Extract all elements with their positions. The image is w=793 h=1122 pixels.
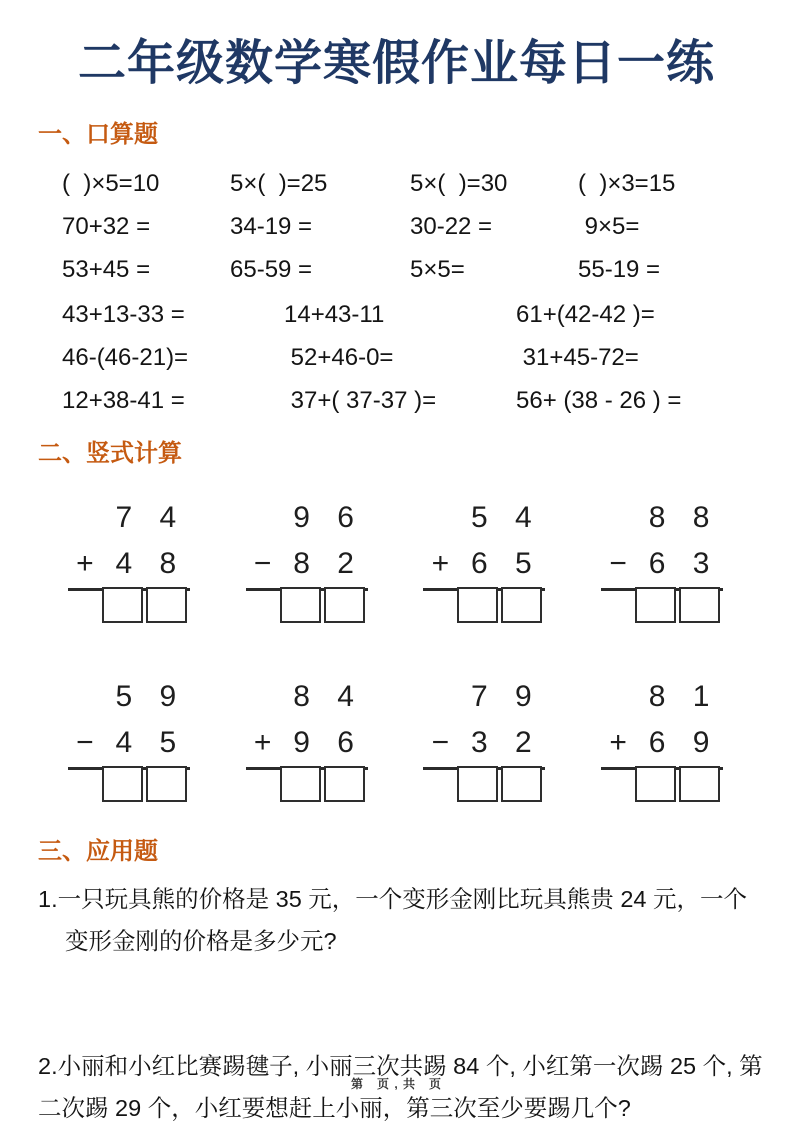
digit: 4 [115,725,133,759]
oral-problem: 12+38-41 = [62,387,185,415]
digit: 5 [471,500,488,534]
oral-problem: 37+( 37-37 )= [284,387,437,415]
digit: 9 [159,679,177,713]
vertical-problem-7 [423,673,545,802]
digit: 5 [159,725,177,759]
operator: − [431,725,450,759]
oral-problem: ( )×5=10 [62,170,160,198]
answer-boxes [280,587,368,623]
digit: 6 [337,725,354,759]
answer-boxes [102,587,190,623]
answer-box[interactable] [280,587,321,623]
answer-boxes [457,587,545,623]
answer-box[interactable] [679,587,720,623]
oral-problem: 31+45-72= [516,344,639,372]
operator: + [431,546,450,580]
oral-problem: 53+45 = [62,256,151,284]
oral-problem: 65-59 = [230,256,313,284]
vertical-problem-3 [423,494,545,623]
oral-problem: 34-19 = [230,213,313,241]
operator: − [76,725,94,759]
digit: 9 [293,725,310,759]
digit: 1 [692,679,710,713]
digit: 3 [471,725,488,759]
digit: 9 [692,725,710,759]
digit: 2 [337,546,354,580]
oral-problem: 52+46-0= [284,344,394,372]
oral-problem: 43+13-33 = [62,301,185,329]
digit: 8 [293,546,310,580]
operator: − [253,546,272,580]
digit: 6 [337,500,354,534]
word-problem-2: 2.小丽和小红比赛踢毽子, 小丽三次共踢 84 个, 小红第一次踢 25 个, 第二次踢 29 个，小红要想赶上小丽，第三次至少要踢几个? [38,1053,763,1122]
vertical-problem-2 [246,494,368,623]
digit: 6 [471,546,488,580]
oral-problem: 5×( )=25 [230,170,328,198]
vertical-problem-8 [601,673,723,802]
oral-problem: 70+32 = [62,213,151,241]
answer-box[interactable] [146,587,187,623]
oral-problem: 14+43-11 [284,301,385,329]
answer-box[interactable] [280,766,321,802]
answer-box[interactable] [324,766,365,802]
answer-box[interactable] [679,766,720,802]
digit: 5 [515,546,532,580]
answer-box[interactable] [501,587,542,623]
page-footer: 第 页 , 共 页 [350,1077,442,1091]
answer-box[interactable] [324,587,365,623]
digit: 5 [115,679,133,713]
oral-problem: 55-19 = [578,256,661,284]
digit: 8 [159,546,177,580]
section-heading-oral: 一、口算题 [38,121,158,149]
digit: 8 [648,679,666,713]
oral-problem: 61+(42-42 )= [516,301,655,329]
digit: 4 [115,546,133,580]
oral-problem: 5×5= [410,256,465,284]
digit: 4 [515,500,532,534]
answer-boxes [457,766,545,802]
oral-problem: 46-(46-21)= [62,344,189,372]
oral-problems-grid-4col [62,162,765,291]
oral-problem: 56+ (38 - 26 ) = [516,387,682,415]
answer-boxes [635,587,723,623]
answer-box[interactable] [457,766,498,802]
word-problem-1: 1.一只玩具熊的价格是 35 元，一个变形金刚比玩具熊贵 24 元，一个变形金刚的价格是多少元? [38,885,747,954]
digit: 7 [471,679,488,713]
answer-boxes [102,766,190,802]
answer-box[interactable] [635,766,676,802]
vertical-problem-5 [68,673,190,802]
page-title: 二年级数学寒假作业每日一练 [77,37,715,90]
vertical-problem-4 [601,494,723,623]
oral-problem: 30-22 = [410,213,493,241]
vertical-problem-1 [68,494,190,623]
vertical-problems-grid [40,494,751,802]
answer-box[interactable] [457,587,498,623]
oral-problem: ( )×3=15 [578,170,676,198]
answer-boxes [635,766,723,802]
digit: 9 [515,679,532,713]
oral-problem: 9×5= [578,213,640,241]
digit: 4 [337,679,354,713]
digit: 8 [648,500,666,534]
digit: 9 [293,500,310,534]
digit: 7 [115,500,133,534]
answer-box[interactable] [102,587,143,623]
operator: + [609,725,627,759]
vertical-problem-6 [246,673,368,802]
operator: + [76,546,94,580]
digit: 6 [648,725,666,759]
operator: − [609,546,627,580]
answer-box[interactable] [102,766,143,802]
digit: 3 [692,546,710,580]
digit: 8 [293,679,310,713]
section-heading-vertical: 二、竖式计算 [38,440,182,468]
section-heading-word: 三、应用题 [38,837,158,865]
oral-problem: 5×( )=30 [410,170,508,198]
digit: 8 [692,500,710,534]
answer-box[interactable] [146,766,187,802]
digit: 4 [159,500,177,534]
operator: + [253,725,272,759]
answer-box[interactable] [501,766,542,802]
oral-problems-grid-3col [62,293,765,422]
answer-box[interactable] [635,587,676,623]
digit: 6 [648,546,666,580]
answer-boxes [280,766,368,802]
digit: 2 [515,725,532,759]
